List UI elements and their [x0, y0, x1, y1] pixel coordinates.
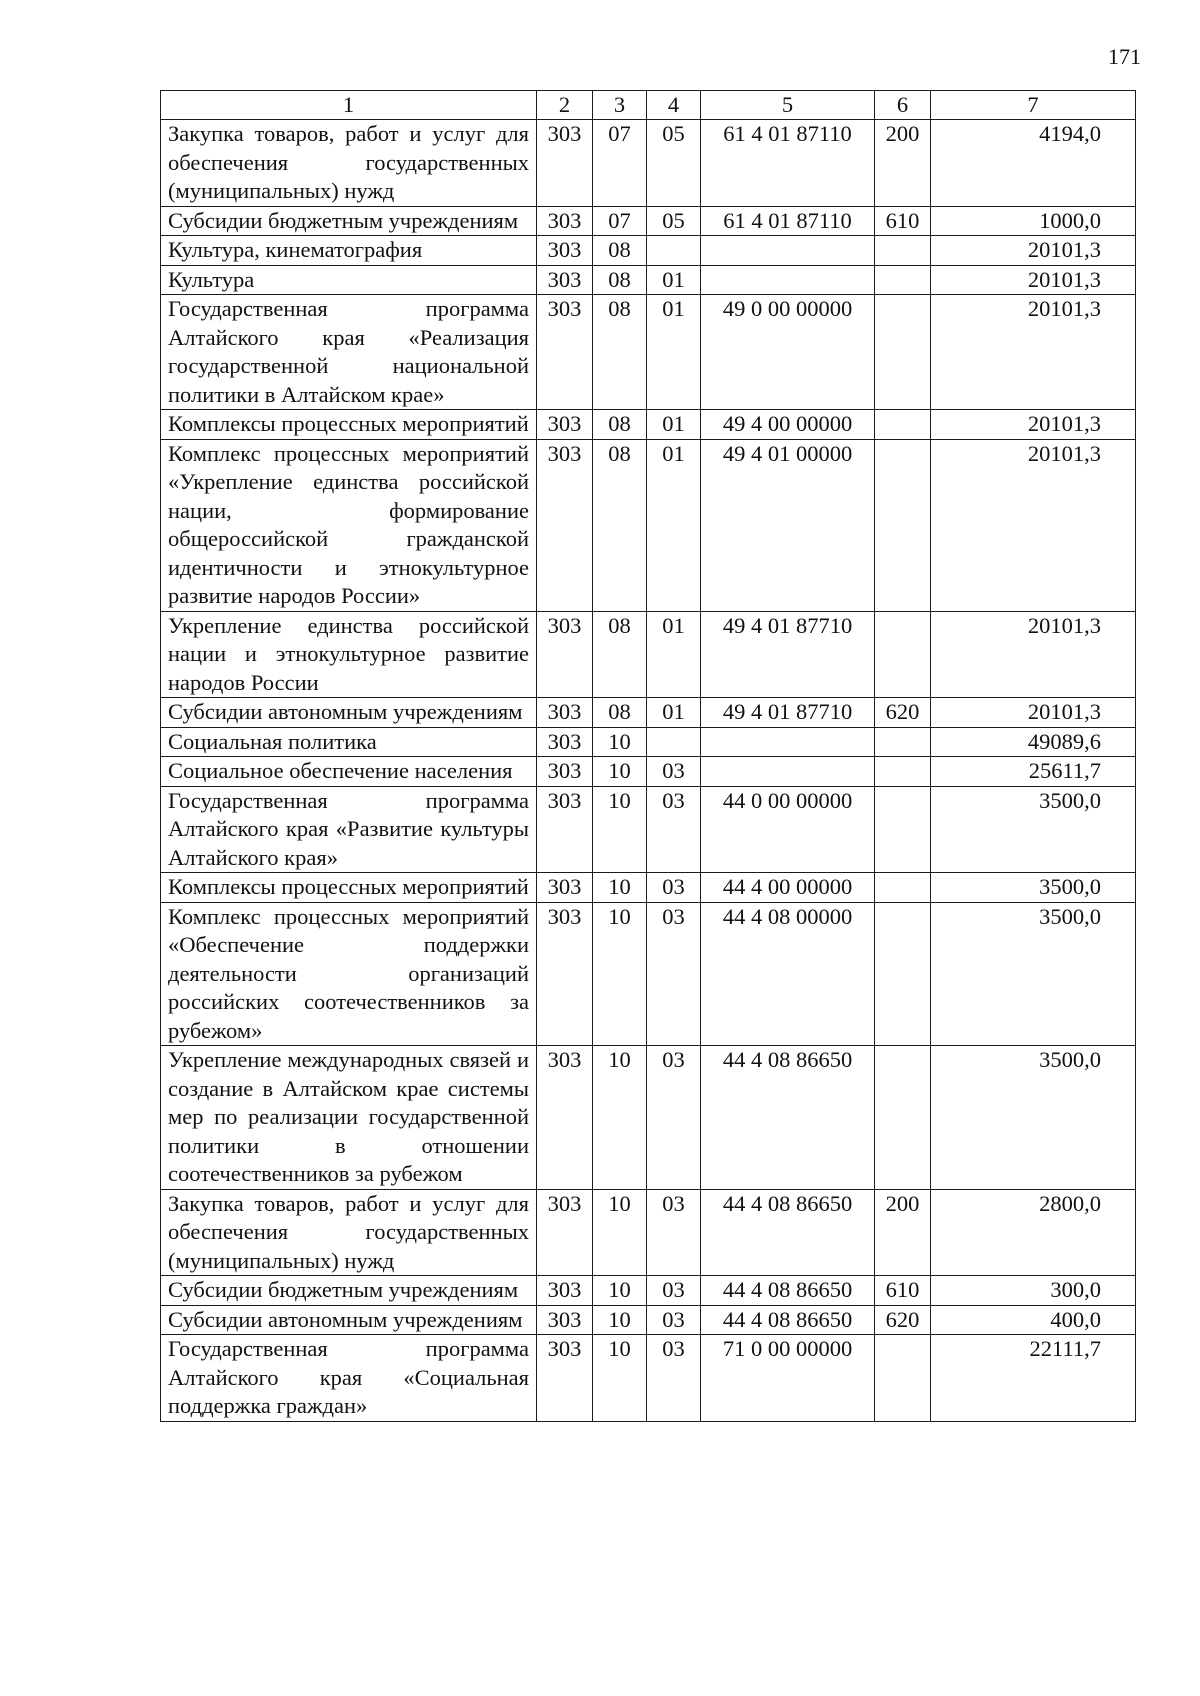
expense-type-cell [875, 902, 931, 1046]
table-row [161, 1335, 1136, 1422]
item-name-cell: Комплекс процессных мероприятий «Укрепление единства российской нации, формирование общероссийской гражданской идентичности и этнокультурное развитие народов России» [161, 439, 537, 611]
section-cell: 08 [593, 265, 647, 295]
expense-type-cell [875, 439, 931, 611]
item-name-cell: Культура [161, 265, 537, 295]
table-row [161, 265, 1136, 295]
target-article-cell: 49 4 01 87710 [701, 611, 875, 698]
section-cell: 10 [593, 873, 647, 903]
expense-type-cell [875, 265, 931, 295]
section-cell: 10 [593, 757, 647, 787]
item-name-cell: Комплекс процессных мероприятий «Обеспечение поддержки деятельности организаций российских соотечественников за рубежом» [161, 902, 537, 1046]
section-cell: 10 [593, 902, 647, 1046]
section-cell: 10 [593, 1335, 647, 1422]
expense-type-cell: 610 [875, 206, 931, 236]
expense-type-cell [875, 611, 931, 698]
section-cell: 07 [593, 206, 647, 236]
target-article-cell [701, 236, 875, 266]
subsection-cell: 03 [647, 786, 701, 873]
amount-cell: 20101,3 [931, 439, 1136, 611]
page-number: 171 [1108, 44, 1141, 69]
expense-type-cell [875, 873, 931, 903]
expense-type-cell: 610 [875, 1276, 931, 1306]
amount-cell: 20101,3 [931, 236, 1136, 266]
section-cell: 10 [593, 727, 647, 757]
table-row [161, 1305, 1136, 1335]
section-cell: 08 [593, 410, 647, 440]
amount-cell: 20101,3 [931, 698, 1136, 728]
subsection-cell: 03 [647, 873, 701, 903]
table-row [161, 902, 1136, 1046]
item-name-cell: Укрепление единства российской нации и этнокультурное развитие народов России [161, 611, 537, 698]
item-name-cell: Государственная программа Алтайского края «Реализация государственной национальной политики в Алтайском крае» [161, 295, 537, 410]
amount-cell: 20101,3 [931, 295, 1136, 410]
ministry-code-cell: 303 [537, 295, 593, 410]
item-name-cell: Комплексы процессных мероприятий [161, 410, 537, 440]
section-cell: 10 [593, 1305, 647, 1335]
item-name-cell: Культура, кинематография [161, 236, 537, 266]
amount-cell: 20101,3 [931, 410, 1136, 440]
item-name-cell: Субсидии автономным учреждениям [161, 698, 537, 728]
subsection-cell: 01 [647, 410, 701, 440]
subsection-cell: 05 [647, 120, 701, 207]
table-row [161, 757, 1136, 787]
target-article-cell: 49 4 01 87710 [701, 698, 875, 728]
ministry-code-cell: 303 [537, 236, 593, 266]
ministry-code-cell: 303 [537, 786, 593, 873]
expense-type-cell [875, 1335, 931, 1422]
target-article-cell: 44 4 08 86650 [701, 1046, 875, 1190]
column-header: 1 [161, 91, 537, 120]
table-row [161, 873, 1136, 903]
column-header: 5 [701, 91, 875, 120]
ministry-code-cell: 303 [537, 410, 593, 440]
table-row [161, 611, 1136, 698]
ministry-code-cell: 303 [537, 727, 593, 757]
subsection-cell: 03 [647, 1276, 701, 1306]
amount-cell: 300,0 [931, 1276, 1136, 1306]
item-name-cell: Субсидии бюджетным учреждениям [161, 1276, 537, 1306]
target-article-cell: 44 4 00 00000 [701, 873, 875, 903]
amount-cell: 3500,0 [931, 902, 1136, 1046]
ministry-code-cell: 303 [537, 1046, 593, 1190]
amount-cell: 22111,7 [931, 1335, 1136, 1422]
table-row [161, 236, 1136, 266]
table-row [161, 439, 1136, 611]
target-article-cell: 49 4 01 00000 [701, 439, 875, 611]
item-name-cell: Закупка товаров, работ и услуг для обеспечения государственных (муниципальных) нужд [161, 1189, 537, 1276]
amount-cell: 25611,7 [931, 757, 1136, 787]
section-cell: 08 [593, 236, 647, 266]
amount-cell: 3500,0 [931, 873, 1136, 903]
table-row [161, 1276, 1136, 1306]
subsection-cell: 03 [647, 757, 701, 787]
subsection-cell: 01 [647, 611, 701, 698]
table-row [161, 206, 1136, 236]
amount-cell: 4194,0 [931, 120, 1136, 207]
subsection-cell: 01 [647, 295, 701, 410]
amount-cell: 400,0 [931, 1305, 1136, 1335]
table-row [161, 410, 1136, 440]
budget-table [160, 90, 1136, 1422]
item-name-cell: Социальное обеспечение населения [161, 757, 537, 787]
target-article-cell: 61 4 01 87110 [701, 120, 875, 207]
ministry-code-cell: 303 [537, 873, 593, 903]
amount-cell: 20101,3 [931, 265, 1136, 295]
table-row [161, 295, 1136, 410]
ministry-code-cell: 303 [537, 439, 593, 611]
subsection-cell: 03 [647, 1305, 701, 1335]
table-body [161, 120, 1136, 1422]
subsection-cell: 01 [647, 439, 701, 611]
expense-type-cell [875, 727, 931, 757]
ministry-code-cell: 303 [537, 1189, 593, 1276]
item-name-cell: Закупка товаров, работ и услуг для обеспечения государственных (муниципальных) нужд [161, 120, 537, 207]
column-header: 6 [875, 91, 931, 120]
target-article-cell: 49 0 00 00000 [701, 295, 875, 410]
ministry-code-cell: 303 [537, 265, 593, 295]
subsection-cell: 01 [647, 265, 701, 295]
item-name-cell: Укрепление международных связей и создание в Алтайском крае системы мер по реализации государственной политики в отношении соотечественников за рубежом [161, 1046, 537, 1190]
target-article-cell: 71 0 00 00000 [701, 1335, 875, 1422]
ministry-code-cell: 303 [537, 1276, 593, 1306]
target-article-cell: 44 4 08 86650 [701, 1276, 875, 1306]
expense-type-cell [875, 757, 931, 787]
table-row [161, 120, 1136, 207]
subsection-cell: 05 [647, 206, 701, 236]
subsection-cell: 03 [647, 1335, 701, 1422]
target-article-cell: 44 0 00 00000 [701, 786, 875, 873]
item-name-cell: Комплексы процессных мероприятий [161, 873, 537, 903]
subsection-cell [647, 727, 701, 757]
target-article-cell [701, 757, 875, 787]
target-article-cell [701, 727, 875, 757]
amount-cell: 2800,0 [931, 1189, 1136, 1276]
expense-type-cell: 620 [875, 1305, 931, 1335]
table-row [161, 1189, 1136, 1276]
expense-type-cell: 620 [875, 698, 931, 728]
subsection-cell: 03 [647, 1189, 701, 1276]
expense-type-cell [875, 410, 931, 440]
subsection-cell: 03 [647, 1046, 701, 1190]
expense-type-cell: 200 [875, 1189, 931, 1276]
item-name-cell: Субсидии бюджетным учреждениям [161, 206, 537, 236]
table-row [161, 727, 1136, 757]
target-article-cell [701, 265, 875, 295]
section-cell: 10 [593, 1276, 647, 1306]
target-article-cell: 44 4 08 86650 [701, 1189, 875, 1276]
amount-cell: 49089,6 [931, 727, 1136, 757]
amount-cell: 1000,0 [931, 206, 1136, 236]
ministry-code-cell: 303 [537, 902, 593, 1046]
expense-type-cell [875, 236, 931, 266]
ministry-code-cell: 303 [537, 206, 593, 236]
column-header: 3 [593, 91, 647, 120]
item-name-cell: Государственная программа Алтайского края «Развитие культуры Алтайского края» [161, 786, 537, 873]
section-cell: 10 [593, 1189, 647, 1276]
section-cell: 10 [593, 786, 647, 873]
column-header: 7 [931, 91, 1136, 120]
table-row [161, 698, 1136, 728]
item-name-cell: Государственная программа Алтайского края «Социальная поддержка граждан» [161, 1335, 537, 1422]
target-article-cell: 49 4 00 00000 [701, 410, 875, 440]
ministry-code-cell: 303 [537, 1305, 593, 1335]
subsection-cell: 01 [647, 698, 701, 728]
amount-cell: 20101,3 [931, 611, 1136, 698]
target-article-cell: 44 4 08 00000 [701, 902, 875, 1046]
section-cell: 08 [593, 611, 647, 698]
section-cell: 08 [593, 698, 647, 728]
section-cell: 08 [593, 439, 647, 611]
ministry-code-cell: 303 [537, 611, 593, 698]
subsection-cell: 03 [647, 902, 701, 1046]
expense-type-cell: 200 [875, 120, 931, 207]
section-cell: 08 [593, 295, 647, 410]
expense-type-cell [875, 295, 931, 410]
amount-cell: 3500,0 [931, 1046, 1136, 1190]
header-row [161, 91, 1136, 120]
amount-cell: 3500,0 [931, 786, 1136, 873]
ministry-code-cell: 303 [537, 120, 593, 207]
table-row [161, 1046, 1136, 1190]
expense-type-cell [875, 786, 931, 873]
section-cell: 07 [593, 120, 647, 207]
column-header: 2 [537, 91, 593, 120]
column-header: 4 [647, 91, 701, 120]
ministry-code-cell: 303 [537, 698, 593, 728]
expense-type-cell [875, 1046, 931, 1190]
subsection-cell [647, 236, 701, 266]
target-article-cell: 61 4 01 87110 [701, 206, 875, 236]
ministry-code-cell: 303 [537, 1335, 593, 1422]
ministry-code-cell: 303 [537, 757, 593, 787]
target-article-cell: 44 4 08 86650 [701, 1305, 875, 1335]
table-row [161, 786, 1136, 873]
item-name-cell: Субсидии автономным учреждениям [161, 1305, 537, 1335]
section-cell: 10 [593, 1046, 647, 1190]
item-name-cell: Социальная политика [161, 727, 537, 757]
